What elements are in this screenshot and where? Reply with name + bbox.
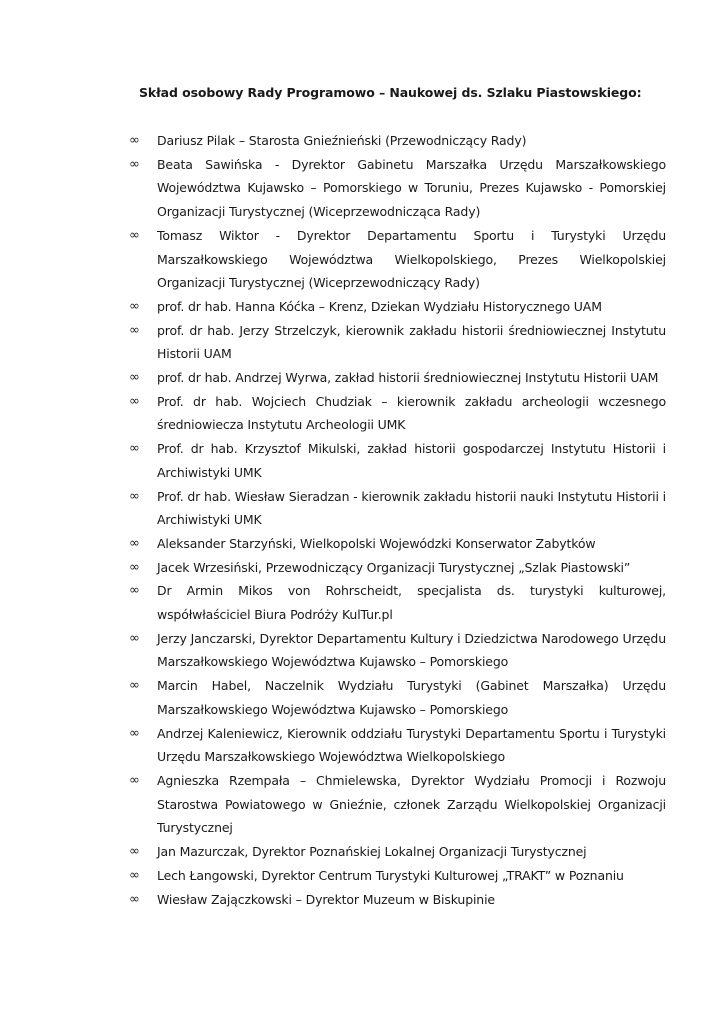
infinity-bullet-icon: ∞ [129, 393, 140, 409]
member-text: Jacek Wrzesiński, Przewodniczący Organizacji Turystycznej „Szlak Piastowski” [157, 559, 631, 575]
member-text: Marcin Habel, Naczelnik Wydziału Turystyki (Gabinet Marszałka) Urzędu Marszałkowskiego Województwa Kujawsko – Pomorskiego [157, 678, 666, 717]
infinity-bullet-icon: ∞ [129, 488, 140, 504]
member-text: Lech Łangowski, Dyrektor Centrum Turystyki Kulturowej „TRAKT” w Poznaniu [157, 867, 624, 883]
member-item [0, 627, 724, 674]
member-text: Prof. dr hab. Wiesław Sieradzan - kierownik zakładu historii nauki Instytutu Historii i Archiwistyki UMK [157, 488, 666, 528]
member-item [0, 556, 724, 580]
member-item [0, 129, 724, 153]
member-text: Tomasz Wiktor - Dyrektor Departamentu Sportu i Turystyki Urzędu Marszałkowskiego Województwa Wielkopolskiego, Prezes Wielkopolskiej Organizacji Turystycznej (Wiceprzewodniczący Rady) [157, 227, 666, 291]
member-item [0, 579, 724, 626]
member-item [0, 153, 724, 224]
member-item [0, 722, 724, 769]
member-text: prof. dr hab. Hanna Kóćka – Krenz, Dziekan Wydziału Historycznego UAM [157, 298, 602, 314]
infinity-bullet-icon: ∞ [129, 133, 140, 148]
member-text: Agnieszka Rzempała – Chmielewska, Dyrektor Wydziału Promocji i Rozwoju Starostwa Powiatowego w Gnieźnie, członek Zarządu Wielkopolskiej Organizacji Turystycznej [157, 772, 666, 836]
infinity-bullet-icon: ∞ [129, 298, 140, 314]
member-item [0, 769, 724, 840]
infinity-bullet-icon: ∞ [129, 227, 140, 243]
member-item [0, 437, 724, 484]
member-text: prof. dr hab. Jerzy Strzelczyk, kierownik zakładu historii średniowiecznej Instytutu Historii UAM [157, 322, 666, 362]
infinity-bullet-icon: ∞ [129, 844, 140, 860]
infinity-bullet-icon: ∞ [129, 725, 140, 741]
member-item [0, 485, 724, 532]
infinity-bullet-icon: ∞ [129, 583, 140, 599]
member-text: Dr Armin Mikos von Rohrscheidt, specjalista ds. turystyki kulturowej, współwłaściciel Biura Podróży KulTur.pl [157, 583, 666, 623]
infinity-bullet-icon: ∞ [129, 535, 140, 551]
member-item [0, 888, 724, 912]
member-item [0, 295, 724, 319]
infinity-bullet-icon: ∞ [129, 630, 140, 646]
infinity-bullet-icon: ∞ [129, 322, 140, 338]
infinity-bullet-icon: ∞ [129, 772, 140, 788]
infinity-bullet-icon: ∞ [129, 156, 140, 172]
member-item [0, 224, 724, 295]
document-title: Skład osobowy Rady Programowo – Naukowej ds. Szlaku Piastowskiego: [139, 85, 642, 100]
member-item [0, 319, 724, 366]
member-text: Aleksander Starzyński, Wielkopolski Wojewódzki Konserwator Zabytków [157, 535, 596, 551]
infinity-bullet-icon: ∞ [129, 891, 140, 907]
members-list [0, 129, 724, 911]
member-item [0, 864, 724, 888]
member-text: Beata Sawińska - Dyrektor Gabinetu Marszałka Urzędu Marszałkowskiego Województwa Kujawsko – Pomorskiego w Toruniu, Prezes Kujawsko - Pomorskiej Organizacji Turystycznej (Wiceprzewodnicząca Rady) [157, 156, 666, 220]
member-text: Prof. dr hab. Wojciech Chudziak – kierownik zakładu archeologii wczesnego średniowiecza Instytutu Archeologii UMK [157, 393, 666, 433]
infinity-bullet-icon: ∞ [129, 559, 140, 575]
member-text: Jerzy Janczarski, Dyrektor Departamentu Kultury i Dziedzictwa Narodowego Urzędu Marszałkowskiego Województwa Kujawsko – Pomorskiego [157, 630, 666, 670]
infinity-bullet-icon: ∞ [129, 370, 140, 386]
member-text: Prof. dr hab. Krzysztof Mikulski, zakład historii gospodarczej Instytutu Historii i Archiwistyki UMK [157, 441, 666, 480]
member-text: Wiesław Zajączkowski – Dyrektor Muzeum w Biskupinie [157, 891, 495, 907]
member-text: prof. dr hab. Andrzej Wyrwa, zakład historii średniowiecznej Instytutu Historii UAM [157, 370, 659, 386]
member-item [0, 390, 724, 437]
member-text: Andrzej Kaleniewicz, Kierownik oddziału Turystyki Departamentu Sportu i Turystyki Urzędu Marszałkowskiego Województwa Wielkopolskiego [157, 725, 666, 765]
member-text: Dariusz Pilak – Starosta Gnieźnieński (Przewodniczący Rady) [157, 133, 527, 148]
infinity-bullet-icon: ∞ [129, 678, 140, 694]
member-text: Jan Mazurczak, Dyrektor Poznańskiej Lokalnej Organizacji Turystycznej [157, 844, 587, 860]
member-item [0, 674, 724, 721]
member-item [0, 366, 724, 390]
infinity-bullet-icon: ∞ [129, 441, 140, 457]
infinity-bullet-icon: ∞ [129, 867, 140, 883]
member-item [0, 532, 724, 556]
member-item [0, 840, 724, 864]
